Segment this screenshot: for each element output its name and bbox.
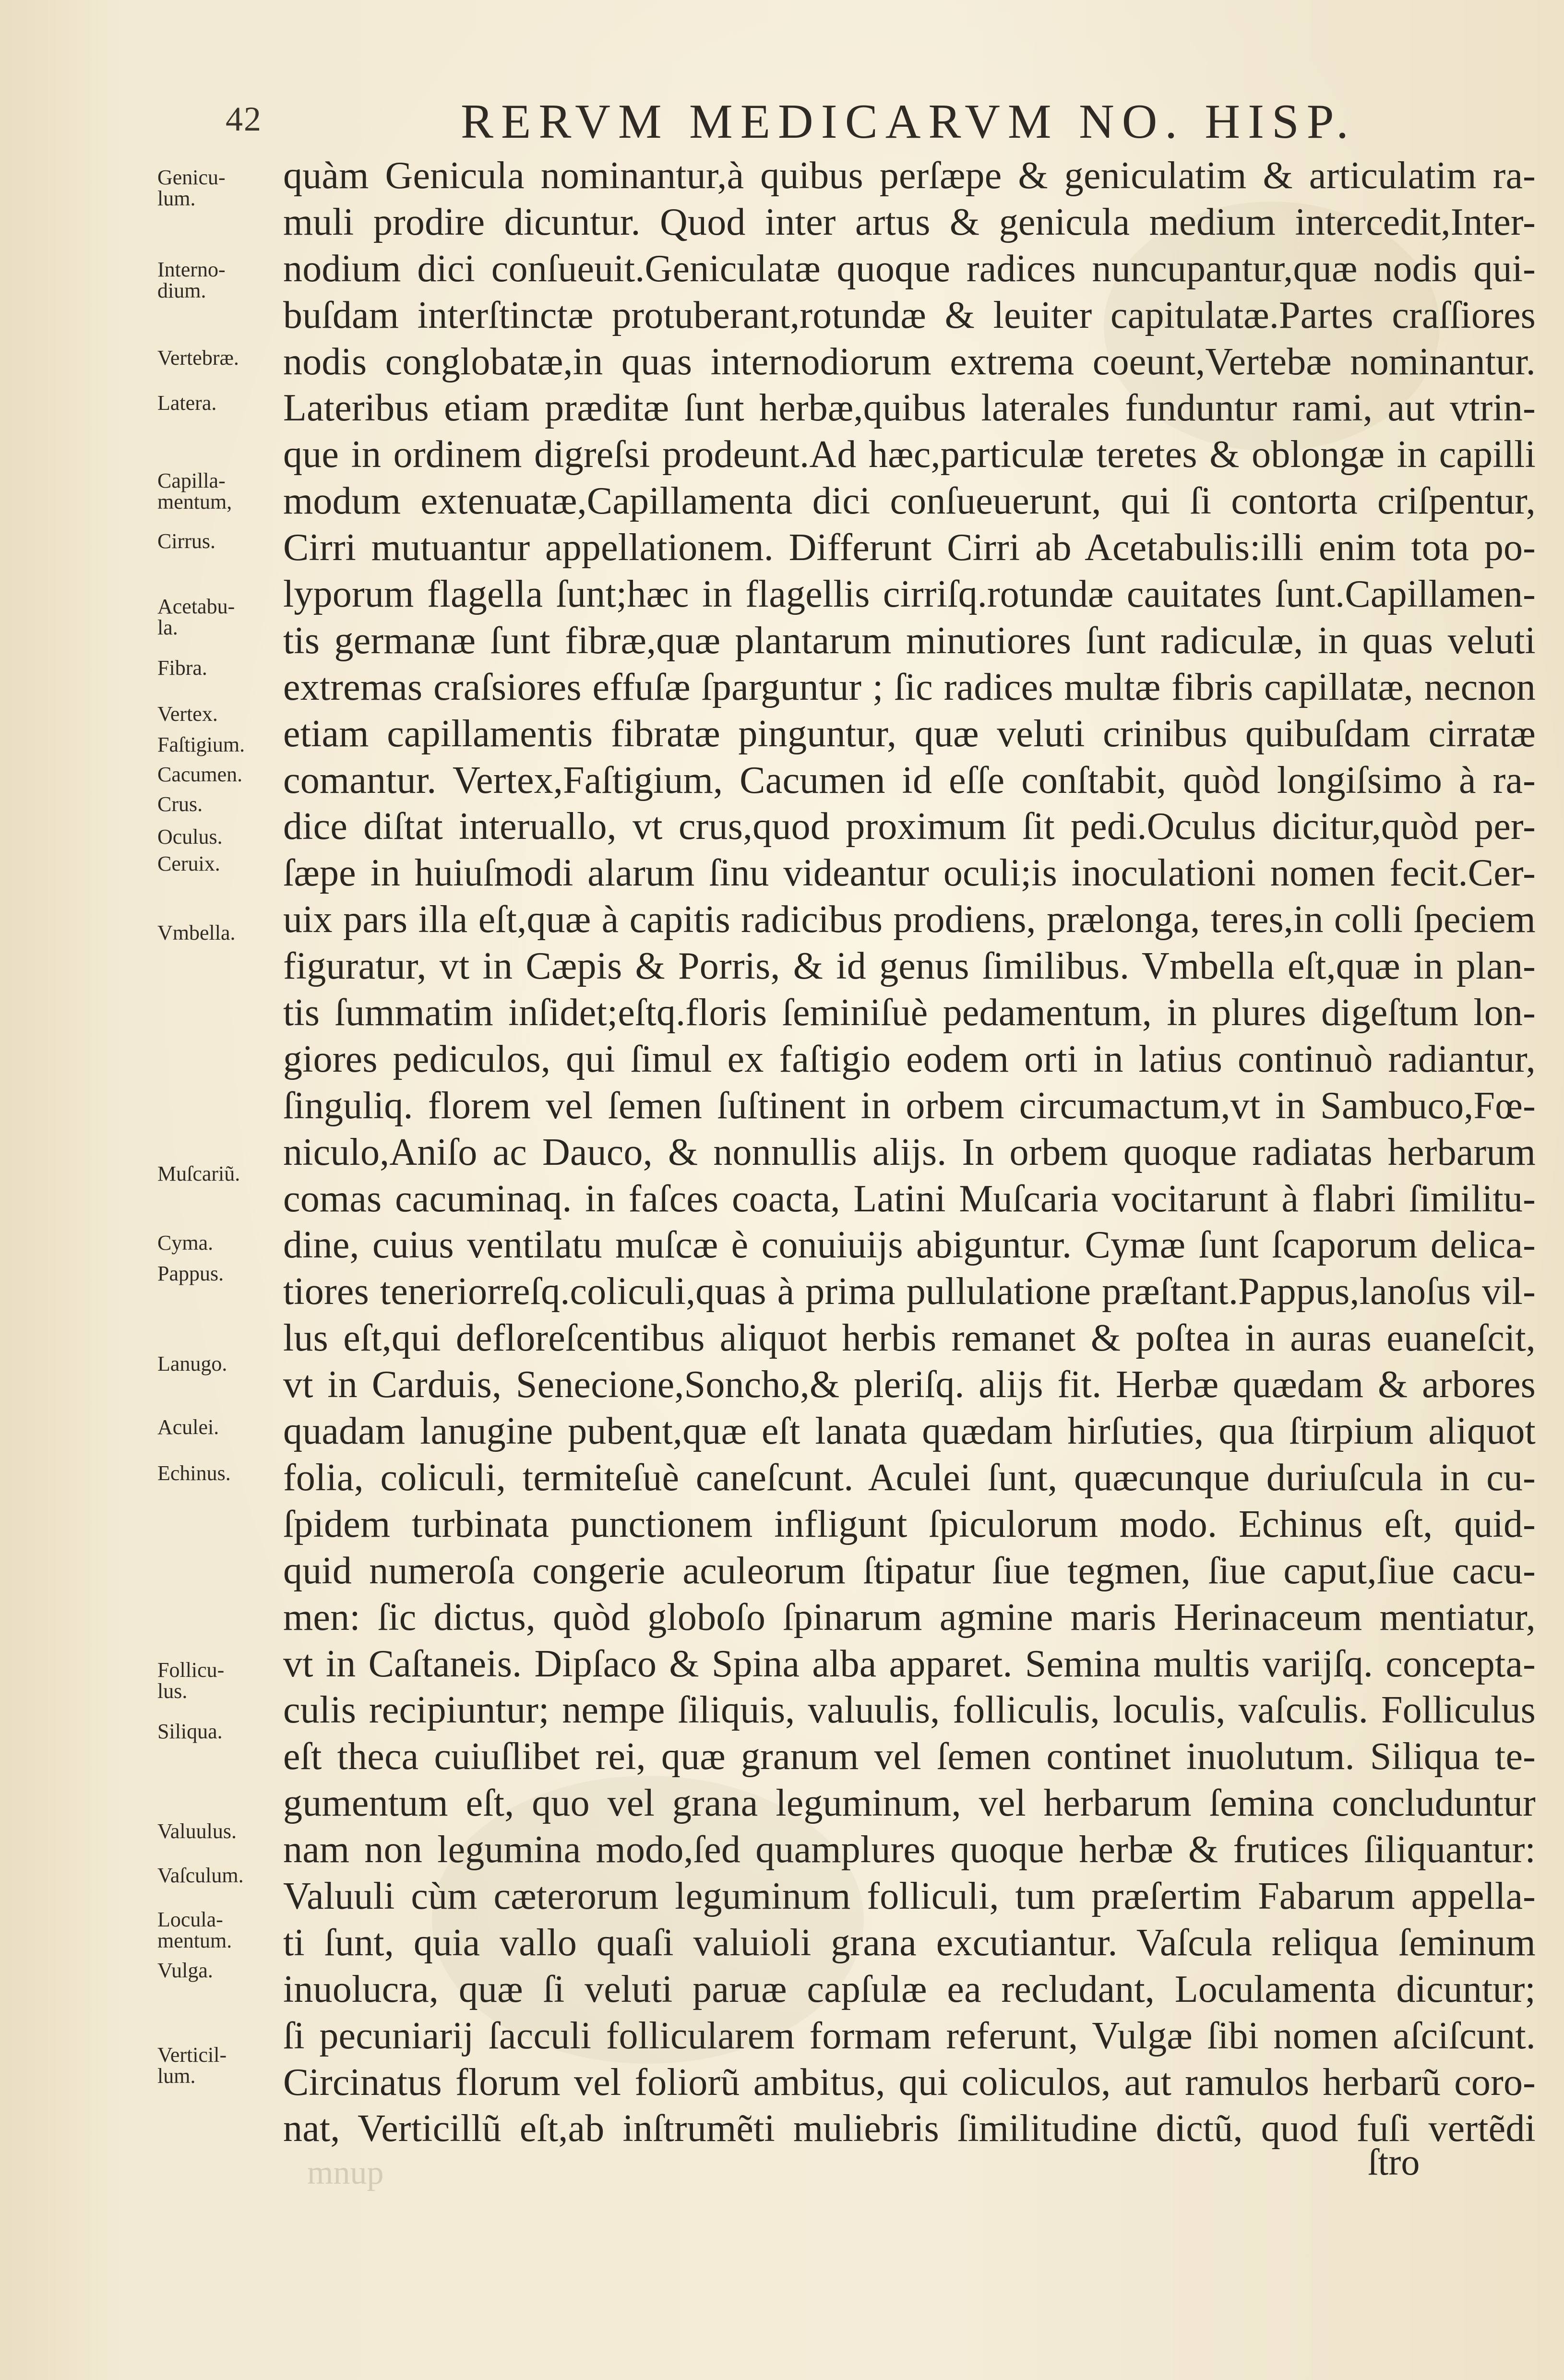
- text-line: muli prodire dicuntur. Quod inter artus & genicula medium intercedit,Inter-: [283, 201, 1536, 243]
- text-line: quid numeroſa congerie aculeorum ſtipatur ſiue tegmen, ſiue caput,ſiue cacu-: [283, 1549, 1536, 1592]
- body-text: [283, 153, 1536, 2152]
- margin-note-cacumen: Cacumen.: [157, 763, 243, 786]
- text-line: vt in Carduis, Senecione,Soncho,& pleriſq. alijs fit. Herbæ quædam & arbores: [283, 1363, 1536, 1406]
- text-line: extremas craſsiores effuſæ ſparguntur ; ſic radices multæ fibris capillatæ, necnon: [283, 666, 1536, 708]
- text-line: quadam lanugine pubent,quæ eſt lanata quædam hirſuties, qua ſtirpium aliquot: [283, 1410, 1536, 1453]
- margin-note-fastigium: Faſtigium.: [157, 733, 245, 756]
- text-line: gumentum eſt, quo vel grana leguminum, vel herbarum ſemina concluduntur: [283, 1782, 1536, 1825]
- text-line: comantur. Vertex,Faſtigium, Cacumen id eſſe conſtabit, quòd longiſsimo à ra-: [283, 759, 1536, 801]
- running-head: RERVM MEDICARVM NO. HISP.: [461, 95, 1356, 149]
- margin-note-aculei: Aculei.: [157, 1415, 219, 1439]
- text-line: uix pars illa eſt,quæ à capitis radicibus prodiens, prælonga, teres,in colli ſpeciem: [283, 898, 1536, 941]
- text-line: quàm Genicula nominantur,à quibus perſæpe & geniculatim & articulatim ra-: [283, 155, 1536, 197]
- catchword: ſtro: [1368, 2141, 1420, 2183]
- margin-note-muscarium: Muſcariũ.: [157, 1162, 240, 1185]
- text-line: lyporum flagella ſunt;hæc in flagellis cirriſq.rotundæ cauitates ſunt.Capillamen-: [283, 573, 1536, 616]
- margin-note-siliqua: Siliqua.: [157, 1720, 223, 1743]
- text-line: ſinguliq. florem vel ſemen ſuſtinent in orbem circumactum,vt in Sambuco,Fœ-: [283, 1084, 1536, 1127]
- margin-notes: [0, 0, 283, 2380]
- margin-note-cyma: Cyma.: [157, 1231, 214, 1255]
- page-header: [226, 94, 1454, 151]
- margin-note-crus: Crus.: [157, 792, 203, 816]
- text-line: Cirri mutuantur appellationem. Differunt Cirri ab Acetabulis:illi enim tota po-: [283, 526, 1536, 569]
- text-line: folia, coliculi, termiteſuè caneſcunt. Aculei ſunt, quæcunque duriuſcula in cu-: [283, 1456, 1536, 1499]
- margin-note-latera: Latera.: [157, 391, 217, 415]
- margin-note-vmbella: Vmbella.: [157, 921, 236, 945]
- text-line: Circinatus florum vel foliorũ ambitus, qui coliculos, aut ramulos herbarũ coro-: [283, 2061, 1536, 2104]
- show-through-text: mnup: [307, 2154, 384, 2191]
- text-line: dice diſtat interuallo, vt crus,quod proximum ſit pedi.Oculus dicitur,quòd per-: [283, 805, 1536, 848]
- text-line: dine, cuius ventilatu muſcæ è conuiuijs abiguntur. Cymæ ſunt ſcaporum delica-: [283, 1224, 1536, 1267]
- text-line: nodium dici conſueuit.Geniculatæ quoque radices nuncupantur,quæ nodis qui-: [283, 247, 1536, 290]
- text-line: modum extenuatæ,Capillamenta dici conſueuerunt, qui ſi contorta criſpentur,: [283, 480, 1536, 523]
- margin-note-cirrus: Cirrus.: [157, 529, 215, 553]
- text-line: que in ordinem digreſsi prodeunt.Ad hæc,particulæ teretes & oblongæ in capilli: [283, 433, 1536, 476]
- text-line: buſdam interſtinctæ protuberant,rotundæ & leuiter capitulatæ.Partes craſſiores: [283, 294, 1536, 336]
- margin-note-folliculus: Follicu- lus.: [157, 1658, 225, 1703]
- text-line: nat, Verticillũ eſt,ab inſtrumẽti muliebris ſimilitudine dictũ, quod fuſi vertẽdi: [283, 2107, 1536, 2150]
- margin-note-capillamentum: Capilla- mentum,: [157, 469, 232, 514]
- text-line: nam non legumina modo,ſed quamplures quoque herbæ & frutices ſiliquantur:: [283, 1829, 1536, 1871]
- text-line: ſpidem turbinata punctionem infligunt ſpiculorum modo. Echinus eſt, quid-: [283, 1503, 1536, 1545]
- margin-note-vertex: Vertex.: [157, 702, 218, 726]
- text-line: Valuuli cùm cæterorum leguminum folliculi, tum præſertim Fabarum appella-: [283, 1875, 1536, 1917]
- text-line: figuratur, vt in Cæpis & Porris, & id genus ſimilibus. Vmbella eſt,quæ in plan-: [283, 945, 1536, 988]
- text-line: etiam capillamentis fibratæ pinguntur, quæ veluti crinibus quibuſdam cirratæ: [283, 712, 1536, 755]
- text-line: inuolucra, quæ ſi veluti paruæ capſulæ ea recludant, Loculamenta dicuntur;: [283, 1968, 1536, 2010]
- text-line: vt in Caſtaneis. Dipſaco & Spina alba apparet. Semina multis varijſq. concepta-: [283, 1642, 1536, 1685]
- text-line: Lateribus etiam præditæ ſunt herbæ,quibus laterales funduntur rami, aut vtrin-: [283, 387, 1536, 430]
- text-line: tis ſummatim inſidet;eſtq.floris ſeminiſuè pedamentum, in plures digeſtum lon-: [283, 992, 1536, 1034]
- text-line: tis germanæ ſunt fibræ,quæ plantarum minutiores ſunt radiculæ, in quas veluti: [283, 619, 1536, 662]
- margin-note-vulga: Vulga.: [157, 1959, 213, 1982]
- text-line: nodis conglobatæ,in quas internodiorum extrema coeunt,Vertebæ nominantur.: [283, 340, 1536, 383]
- margin-note-lanugo: Lanugo.: [157, 1352, 227, 1375]
- text-line: giores pediculos, qui ſimul ex faſtigio eodem orti in latius continuò radiantur,: [283, 1038, 1536, 1080]
- margin-note-ceruix: Ceruix.: [157, 852, 220, 875]
- text-line: ſi pecuniarij ſacculi follicularem formam referunt, Vulgæ ſibi nomen aſciſcunt.: [283, 2014, 1536, 2057]
- margin-note-vasculum: Vaſculum.: [157, 1864, 244, 1887]
- text-line: men: ſic dictus, quòd globoſo ſpinarum agmine maris Herinaceum mentiatur,: [283, 1596, 1536, 1638]
- margin-note-echinus: Echinus.: [157, 1461, 231, 1485]
- text-line: eſt theca cuiuſlibet rei, quæ granum vel ſemen continet inuolutum. Siliqua te-: [283, 1735, 1536, 1778]
- text-line: tiores teneriorreſq.coliculi,quas à prima pullulatione præſtant.Pappus,lanoſus vil-: [283, 1270, 1536, 1313]
- margin-note-verticillum: Verticil- lum.: [157, 2043, 227, 2088]
- text-line: lus eſt,qui defloreſcentibus aliquot herbis remanet & poſtea in auras euaneſcit,: [283, 1317, 1536, 1360]
- margin-note-fibra: Fibra.: [157, 656, 207, 680]
- margin-note-vertebrae: Vertebræ.: [157, 346, 239, 370]
- margin-note-acetabula: Acetabu- la.: [157, 595, 235, 639]
- text-line: ti ſunt, quia vallo quaſi valuioli grana excutiantur. Vaſcula reliqua ſeminum: [283, 1921, 1536, 1964]
- margin-note-oculus: Oculus.: [157, 825, 223, 849]
- text-line: ſæpe in huiuſmodi alarum ſinu videantur oculi;is inoculationi nomen fecit.Cer-: [283, 852, 1536, 895]
- text-line: comas cacuminaq. in faſces coacta, Latini Muſcaria vocitarunt à flabri ſimilitu-: [283, 1177, 1536, 1220]
- text-line: culis recipiuntur; nempe ſiliquis, valuulis, folliculis, loculis, vaſculis. Folliculus: [283, 1689, 1536, 1732]
- text-line: niculo,Aniſo ac Dauco, & nonnullis alijs. In orbem quoque radiatas herbarum: [283, 1131, 1536, 1173]
- margin-note-loculamentum: Locula- mentum.: [157, 1908, 232, 1952]
- margin-note-pappus: Pappus.: [157, 1262, 224, 1285]
- folio-number: 42: [226, 100, 262, 138]
- margin-note-geniculum: Genicu- lum.: [157, 166, 226, 210]
- margin-note-internodium: Interno- dium.: [157, 258, 226, 302]
- margin-note-valuulus: Valuulus.: [157, 1819, 237, 1843]
